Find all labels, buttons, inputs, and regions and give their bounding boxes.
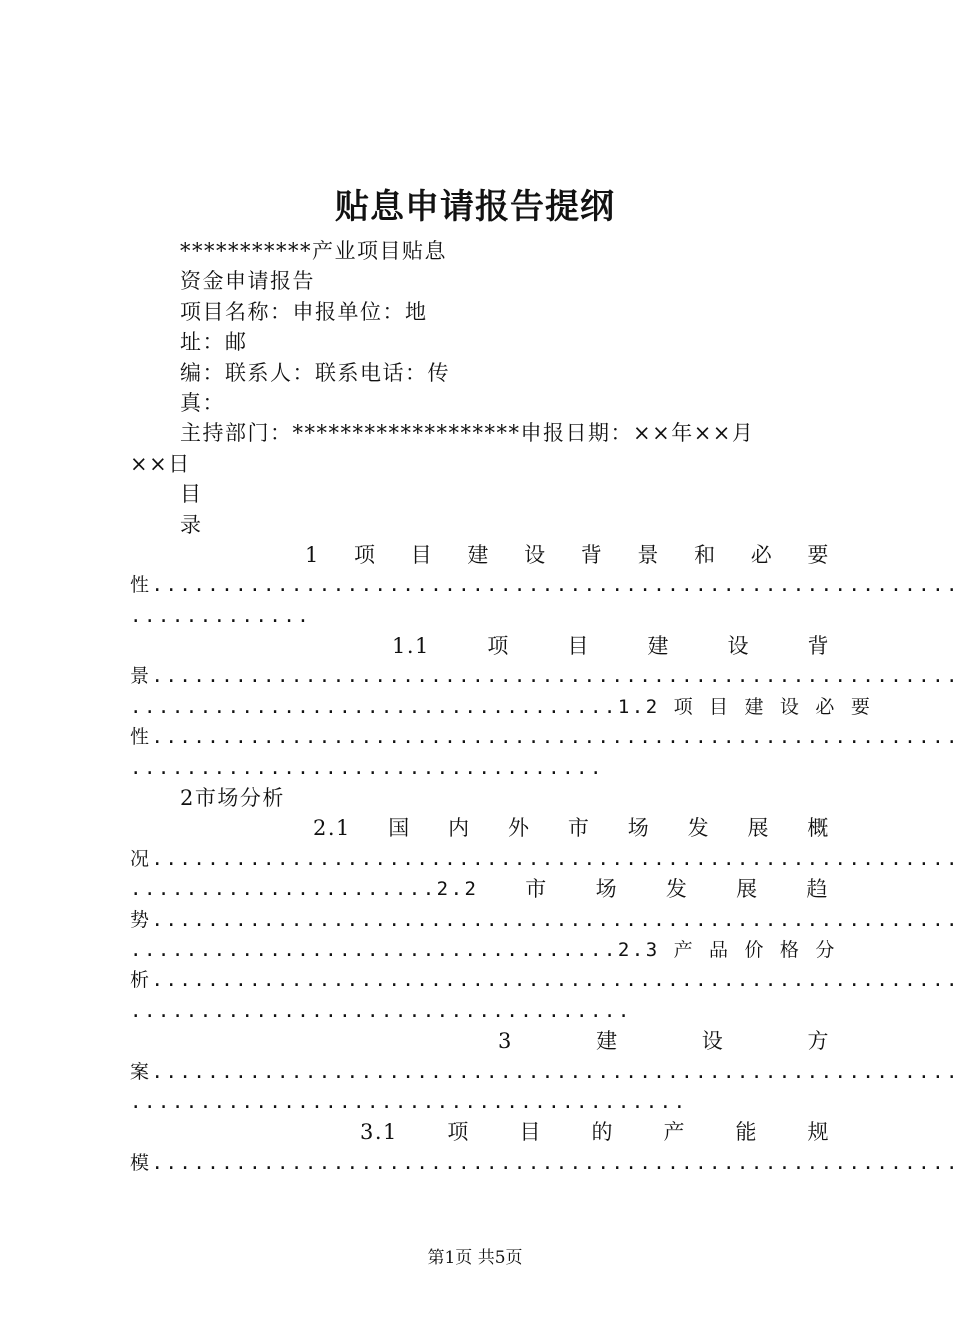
toc-text: 趋 bbox=[806, 877, 830, 902]
toc-text: 展 bbox=[736, 877, 760, 902]
toc-text: ......................2.2 bbox=[130, 878, 479, 901]
toc-dots: .................................... bbox=[130, 999, 632, 1022]
toc-text: 外 bbox=[508, 816, 531, 841]
toc-dots: 案.......................................................... bbox=[130, 1060, 960, 1083]
toc-dots: ........................................ bbox=[130, 1090, 688, 1113]
toc-dots: 景.......................................................... bbox=[130, 665, 960, 688]
toc-text: 市 bbox=[525, 877, 549, 902]
toc-text: 设 bbox=[524, 542, 547, 567]
toc-text: 必 bbox=[750, 542, 774, 567]
toc-dots: .................................. bbox=[130, 756, 604, 779]
toc-text: 目 bbox=[567, 634, 590, 659]
toc-text: 3 bbox=[498, 1029, 513, 1054]
toc-text: 和 bbox=[694, 542, 717, 567]
toc-dots: 析.......................................................... bbox=[130, 969, 960, 992]
toc-text: 项 bbox=[447, 1120, 470, 1145]
toc-text: 发 bbox=[687, 816, 711, 841]
body-line: ××日 bbox=[130, 451, 191, 476]
toc-text: 内 bbox=[448, 816, 471, 841]
body-line: 主持部门：*******************申报日期：××年××月 bbox=[180, 421, 755, 446]
toc-dots: ............. bbox=[130, 604, 312, 627]
toc-text: 方 bbox=[807, 1029, 830, 1054]
toc-text: 规 bbox=[807, 1120, 830, 1145]
toc-entry-2-1 bbox=[130, 813, 830, 843]
toc-text: 市 bbox=[567, 816, 591, 841]
body-line: 目 bbox=[180, 482, 203, 507]
page-footer: 第1页 共5页 bbox=[427, 1248, 523, 1268]
toc-text: 展 bbox=[747, 816, 771, 841]
toc-text: 项 bbox=[354, 542, 377, 567]
body-line: 真： bbox=[180, 390, 225, 415]
toc-entry-2-2 bbox=[130, 874, 830, 904]
toc-text: 场 bbox=[595, 877, 620, 902]
toc-text: 目 bbox=[410, 542, 434, 567]
toc-entry-3-1 bbox=[130, 1117, 830, 1147]
toc-text: 1 bbox=[305, 542, 320, 567]
toc-text: 发 bbox=[665, 877, 690, 902]
toc-entry-2: 2市场分析 bbox=[180, 786, 285, 811]
toc-dots: 性.......................................................... bbox=[130, 726, 960, 749]
toc-entry-2-3: ...................................2.3 产 品 价 格 分 bbox=[130, 938, 837, 961]
body-line: 址：邮 bbox=[180, 330, 248, 355]
toc-text: 设 bbox=[727, 634, 750, 659]
body-line: ***********产业项目贴息 bbox=[180, 239, 447, 263]
toc-text: 3.1 bbox=[360, 1120, 398, 1145]
toc-entry-1-1 bbox=[130, 631, 830, 661]
toc-text: 概 bbox=[807, 816, 830, 841]
toc-text: 场 bbox=[627, 816, 651, 841]
toc-text: 1.1 bbox=[392, 634, 430, 659]
toc-entry-3 bbox=[130, 1026, 830, 1056]
toc-text: 国 bbox=[388, 816, 411, 841]
toc-dots: 性.......................................................... bbox=[130, 574, 960, 597]
toc-dots: 模.......................................................... bbox=[130, 1151, 960, 1174]
document-title: 贴息申请报告提纲 bbox=[335, 187, 615, 227]
toc-text: 设 bbox=[701, 1029, 725, 1054]
toc-text: 目 bbox=[519, 1120, 542, 1145]
toc-text: 项 bbox=[487, 634, 510, 659]
body-line: 资金申请报告 bbox=[180, 269, 315, 294]
toc-text: 的 bbox=[591, 1120, 614, 1145]
toc-text: 景 bbox=[637, 542, 660, 567]
body-line: 项目名称：申报单位：地 bbox=[180, 299, 428, 324]
toc-text: 2.1 bbox=[313, 816, 351, 841]
toc-text: 建 bbox=[596, 1029, 619, 1054]
toc-text: 建 bbox=[647, 634, 670, 659]
body-line: 录 bbox=[180, 512, 203, 537]
toc-text: 背 bbox=[807, 634, 830, 659]
toc-dots: 况.......................................................... bbox=[130, 847, 960, 870]
body-line: 编：联系人：联系电话：传 bbox=[180, 360, 450, 385]
toc-dots: 势.......................................................... bbox=[130, 908, 960, 931]
toc-text: 能 bbox=[735, 1120, 758, 1145]
toc-text: 建 bbox=[467, 542, 490, 567]
document-body bbox=[130, 236, 960, 1178]
toc-text: 背 bbox=[580, 542, 604, 567]
toc-text: 要 bbox=[807, 542, 830, 567]
toc-text: 产 bbox=[663, 1120, 686, 1145]
toc-entry-1-2: ...................................1.2 项 目 建 设 必 要 bbox=[130, 695, 873, 718]
toc-entry-1 bbox=[130, 540, 830, 570]
